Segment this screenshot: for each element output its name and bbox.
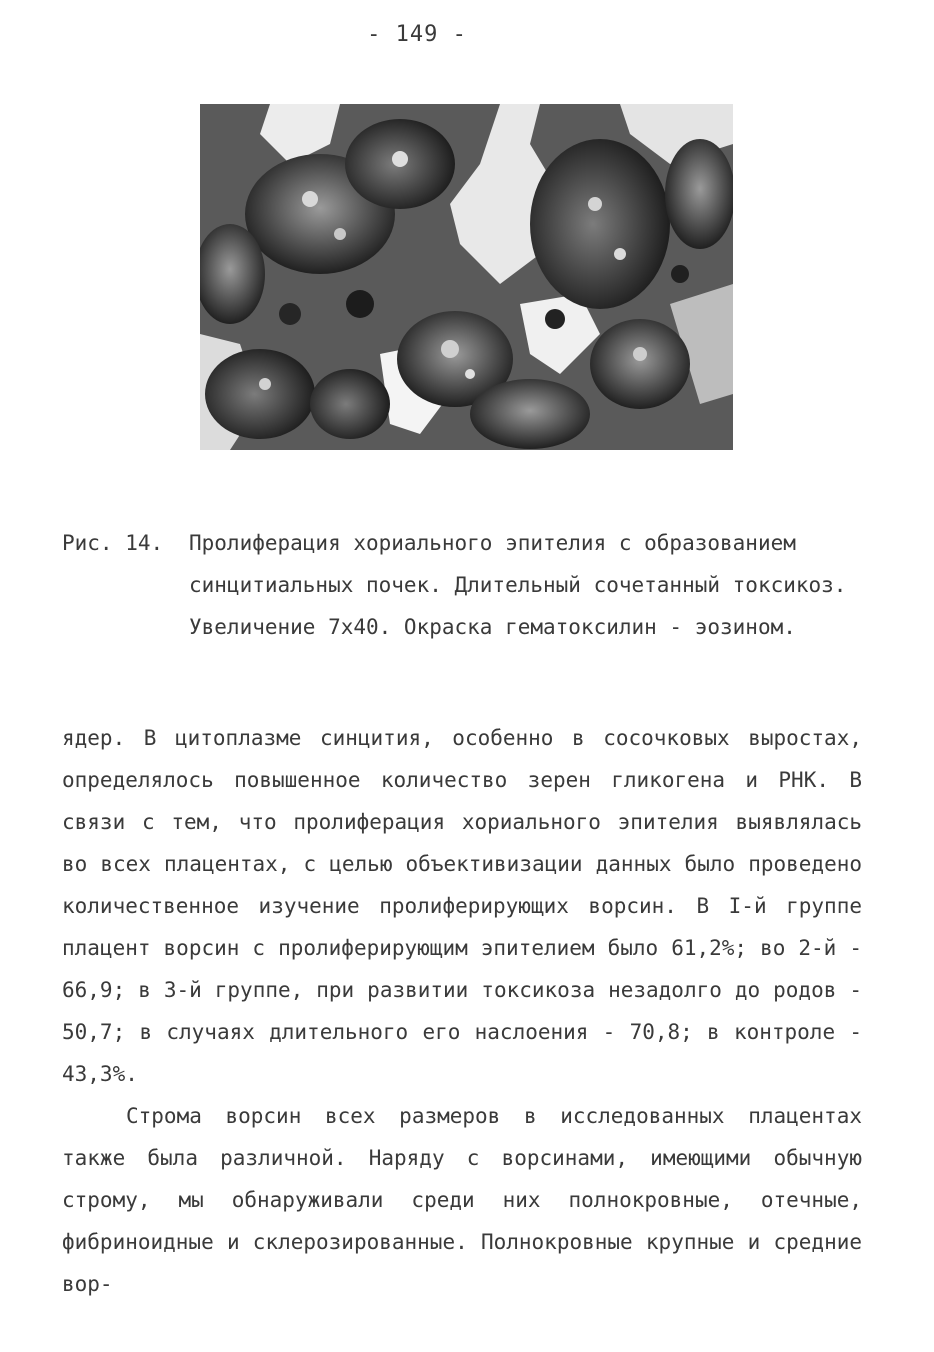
- page-number: - 149 -: [367, 22, 467, 47]
- figure-label: Рис. 14.: [62, 531, 164, 555]
- micrograph-image: [200, 104, 733, 450]
- figure-caption: [62, 522, 862, 648]
- figure-caption-text: Пролиферация хориального эпителия с образованием синцитиальных почек. Длительный сочетанный токсикоз. Увеличение 7х40. Окраска гематоксилин - эозином.: [189, 531, 847, 639]
- body-text: [62, 717, 862, 1305]
- paragraph: ядер. В цитоплазме синцития, особенно в сосочковых выростах, определялось повышенное количество зерен гликогена и РНК. В связи с тем, что пролиферация хориального эпителия выявлялась во всех плацентах, с целью объективизации данных было проведено количественное изучение пролиферирующих ворсин. В I-й группе плацент ворсин с пролиферирующим эпителием было 61,2%; во 2-й - 66,9; в 3-й группе, при развитии токсикоза незадолго до родов - 50,7; в случаях длительного его наслоения - 70,8; в контроле - 43,3%.: [62, 726, 862, 1086]
- paragraph: Строма ворсин всех размеров в исследованных плацентах также была различной. Наряду с ворсинами, имеющими обычную строму, мы обнаруживали среди них полнокровные, отечные, фибриноидные и склерозированные. Полнокровные крупные и средние вор-: [62, 1104, 862, 1296]
